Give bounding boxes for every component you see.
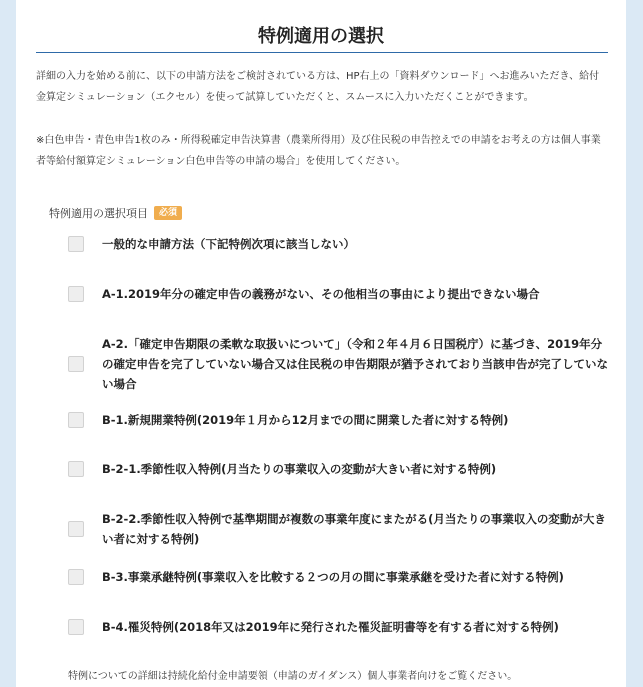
option-label: A-2.「確定申告期限の柔軟な取扱いについて」（令和２年４月６日国税庁）に基づき、2019年分の確定申告を完了していない場合又は住民税の申告期限が猶予されており当該申告が完了していない場合 (102, 337, 608, 391)
section-label-text: 特例適用の選択項目 (49, 207, 148, 220)
option-label: B-2-1.季節性収入特例(月当たりの事業収入の変動が大きい者に対する特例) (102, 462, 497, 476)
footer-note: 特例についての詳細は持続化給付金申請要領（申請のガイダンス）個人事業者向けをご覧ください。 (68, 671, 518, 682)
option-checkbox[interactable] (68, 412, 84, 428)
option-checkbox[interactable] (68, 569, 84, 585)
option-checkbox[interactable] (68, 286, 84, 302)
option-checkbox[interactable] (68, 356, 84, 372)
option-a-2[interactable] (68, 334, 613, 394)
option-label: A-1.2019年分の確定申告の義務がない、その他相当の事由により提出できない場合 (102, 287, 540, 301)
option-general[interactable] (68, 234, 613, 254)
intro-text: 詳細の入力を始める前に、以下の申請方法をご検討されている方は、HP右上の「資料ダウンロード」へお進みいただき、給付金算定シミュレーション（エクセル）を使って試算していただくと、スムースに入力いただくことができます。 (36, 71, 600, 103)
option-b-4[interactable] (68, 617, 613, 637)
option-label: B-1.新規開業特例(2019年１月から12月までの間に開業した者に対する特例) (102, 413, 509, 427)
option-a-1[interactable] (68, 284, 613, 304)
note-text: ※白色申告・青色申告1枚のみ・所得税確定申告決算書（農業所得用）及び住民税の申告控えでの申請をお考えの方は個人事業者等給付額算定シミュレーション白色申告等の申請の場合」を使用してください。 (36, 135, 601, 167)
option-label: B-2-2.季節性収入特例で基準期間が複数の事業年度にまたがる(月当たりの事業収入の変動が大きい者に対する特例) (102, 512, 606, 546)
option-label: 一般的な申請方法（下記特例次項に該当しない） (102, 237, 355, 251)
form-panel (16, 0, 626, 687)
page-title: 特例適用の選択 (258, 26, 384, 47)
option-checkbox[interactable] (68, 619, 84, 635)
option-b-1[interactable] (68, 410, 613, 430)
required-badge: 必須 (154, 206, 182, 220)
title-divider (36, 52, 608, 53)
option-checkbox[interactable] (68, 236, 84, 252)
option-checkbox[interactable] (68, 461, 84, 477)
option-label: B-3.事業承継特例(事業収入を比較する２つの月の間に事業承継を受けた者に対する特例) (102, 570, 564, 584)
option-b-2-1[interactable] (68, 459, 613, 479)
option-label: B-4.罹災特例(2018年又は2019年に発行された罹災証明書等を有する者に対する特例) (102, 620, 559, 634)
option-b-3[interactable] (68, 567, 613, 587)
option-checkbox[interactable] (68, 521, 84, 537)
option-b-2-2[interactable] (68, 509, 613, 549)
section-label (49, 205, 182, 221)
